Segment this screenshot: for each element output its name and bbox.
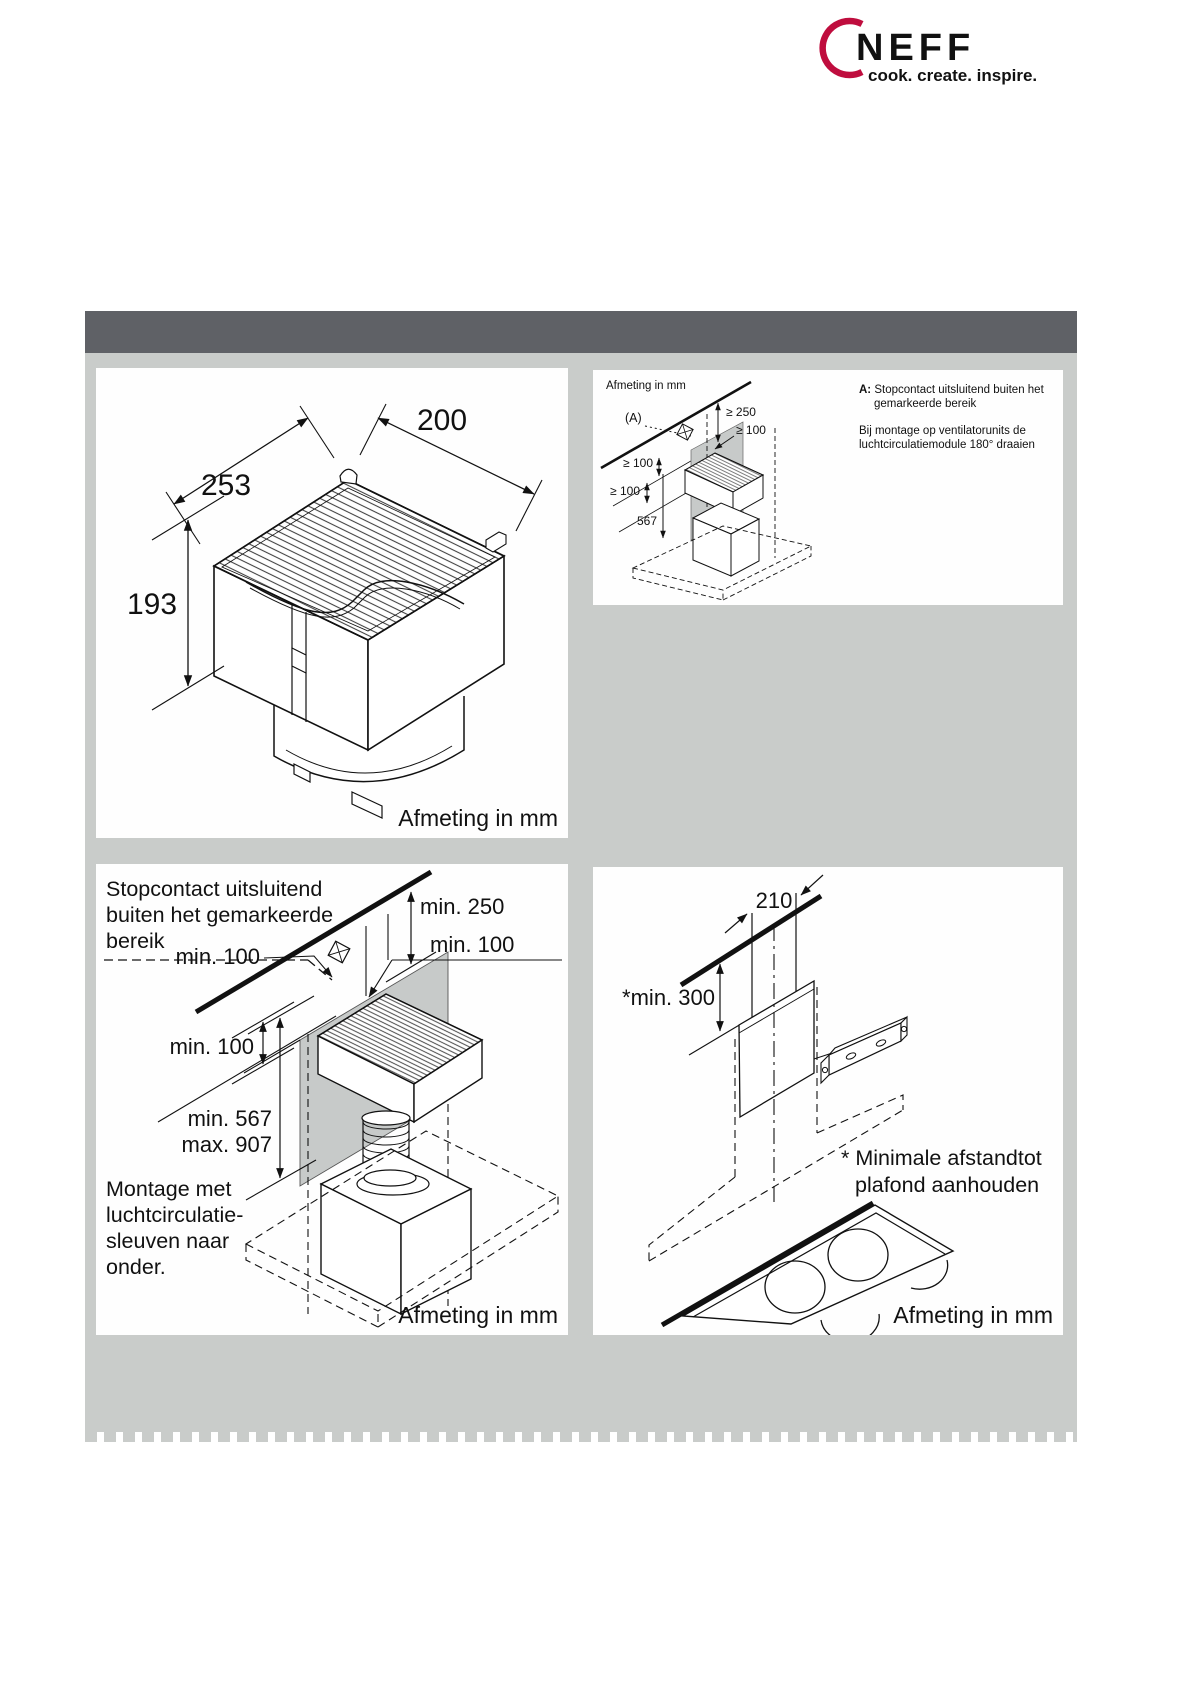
note-line: onder.: [106, 1255, 166, 1279]
note-line: [859, 383, 1055, 397]
note-line: Bij montage op ventilatorunits de: [859, 425, 1026, 437]
dim-label-height: 567: [636, 514, 657, 528]
panel-wall-clearances: [96, 864, 568, 1335]
note-spacer: [859, 411, 1055, 424]
dim-label-left: ≥ 100: [623, 456, 653, 470]
logo-wordmark: NEFF: [856, 27, 976, 69]
note-mounting: [106, 1176, 243, 1280]
panel-unit-label: Afmeting in mm: [606, 380, 686, 392]
dim-label-lower: min. 100: [169, 1034, 254, 1059]
dashed-bottom-edge: [85, 1432, 1077, 1442]
note-line: Stopcontact uitsluitend: [106, 877, 323, 901]
ceiling-distance-drawing: [593, 867, 1063, 1335]
logo-tagline: cook. create. inspire.: [868, 66, 1038, 85]
dim-label-height: 193: [126, 588, 178, 621]
panel-caption: Afmeting in mm: [893, 1302, 1053, 1328]
note-ceiling-distance: [841, 1145, 1042, 1199]
dim-label-top: ≥ 100: [736, 423, 766, 437]
dim-label-width: 210: [755, 888, 793, 913]
note-a-text: Stopcontact uitsluitend buiten het: [874, 384, 1044, 396]
neff-logo: [810, 12, 1050, 88]
dim-label-distance: *min. 300: [622, 985, 715, 1010]
note-line: bereik: [106, 929, 165, 953]
dim-label-depth: 200: [416, 404, 468, 437]
note-socket-location: [859, 383, 1055, 452]
note-line: * Minimale afstandtot: [841, 1146, 1042, 1170]
panel-caption: Afmeting in mm: [398, 805, 558, 831]
note-line: luchtcirculatiemodule 180° draaien: [859, 439, 1035, 451]
panel-clearance-overview: [593, 370, 1063, 605]
dim-label-height-min: min. 567: [187, 1106, 272, 1131]
dim-label-ceiling: ≥ 250: [726, 405, 756, 419]
marker-a-label: (A): [625, 411, 642, 425]
header-band: [85, 311, 1077, 353]
note-line: Montage met: [106, 1177, 232, 1201]
panel-caption: Afmeting in mm: [398, 1302, 558, 1328]
dim-label-ceiling: min. 250: [420, 894, 505, 919]
dim-label-width: 253: [200, 469, 252, 502]
note-socket-restriction: [106, 876, 333, 954]
note-line: luchtcirculatie-: [106, 1203, 244, 1227]
module-dimension-drawing: [96, 368, 568, 838]
note-line: gemarkeerde bereik: [874, 398, 977, 410]
panel-ceiling-distance: [593, 867, 1063, 1335]
note-line: sleuven naar: [106, 1229, 230, 1253]
panel-module-dimensions: [96, 368, 568, 838]
dim-label-top: min. 100: [430, 932, 515, 957]
note-a-prefix: A:: [859, 384, 872, 396]
dim-label-left: min. 100: [175, 944, 260, 969]
dim-label-height-max: max. 907: [181, 1132, 272, 1157]
note-line: plafond aanhouden: [855, 1173, 1040, 1197]
dim-label-lower: ≥ 100: [610, 484, 640, 498]
note-line: buiten het gemarkeerde: [106, 903, 334, 927]
